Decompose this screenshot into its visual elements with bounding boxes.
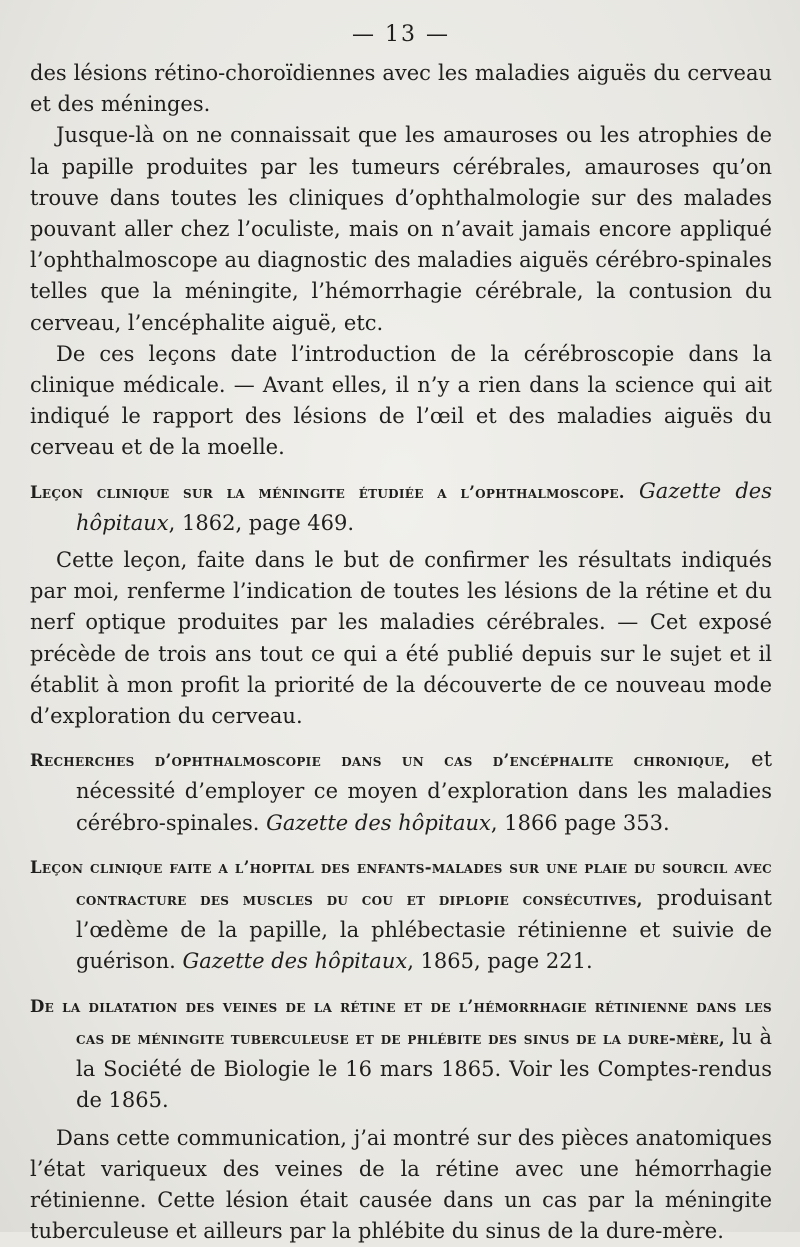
entry-body: lu à la Société de Biologie le 16 mars 1865. Voir les Comptes-rendus de 1865. — [76, 1025, 772, 1112]
paragraph-lecon-summary: Cette leçon, faite dans le but de confirmer les résultats indiqués par moi, renferme l’indication de toutes les lésions de la rétine et du nerf optique produites par les maladies cérébrales. — Cet exposé précède de trois ans tout ce qui a été publié depuis sur le sujet et il établit à mon profit la priorité de la découverte de ce nouveau mode d’exploration du cerveau. — [30, 545, 772, 732]
entry-body: et nécessité d’employer ce moyen d’exploration dans les maladies cérébro-spinales. — [76, 747, 772, 834]
paragraph-communication: Dans cette communication, j’ai montré sur des pièces anatomiques l’état variqueux des veines de la rétine avec une hémorrhagie rétinienne. Cette lésion était causée dans un cas par la méningite tuberculeuse et ailleurs par la phlébite du sinus de la dure-mère. — [30, 1123, 772, 1247]
paragraph-continuation: des lésions rétino-choroïdiennes avec les maladies aiguës du cerveau et des méninges. — [30, 58, 772, 120]
entry-title: Leçon clinique faite a l’hopital des enfants-malades sur une plaie du sourcil avec contracture des muscles du cou et diplopie consécutives, — [30, 858, 772, 909]
bibliography-entry-4 — [30, 990, 772, 1117]
entry-citation: , 1862, page 469. — [169, 511, 354, 535]
entry-citation: , 1865, page 221. — [407, 949, 592, 973]
entry-journal: Gazette des hôpitaux — [76, 479, 772, 535]
entry-journal: Gazette des hôpitaux — [266, 811, 491, 835]
entry-title: Recherches d’ophthalmoscopie dans un cas d’encéphalite chronique, — [30, 751, 730, 770]
entry-title: De la dilatation des veines de la rétine et de l’hémorrhagie rétinienne dans les cas de méningite tuberculeuse et de phlébite des sinus de la dure-mère, — [30, 997, 772, 1048]
paragraph-amauroses: Jusque-là on ne connaissait que les amauroses ou les atrophies de la papille produites par les tumeurs cérébrales, amauroses qu’on trouve dans toutes les cliniques d’ophthalmologie sur des malades pouvant aller chez l’oculiste, mais on n’avait jamais encore appliqué l’ophthalmoscope au diagnostic des maladies aiguës cérébro-spinales telles que la méningite, l’hémorrhagie cérébrale, la contusion du cerveau, l’encéphalite aiguë, etc. — [30, 120, 772, 338]
bibliography-entry-3 — [30, 851, 772, 978]
paragraph-cerebroscopie: De ces leçons date l’introduction de la cérébroscopie dans la clinique médicale. — Avant elles, il n’y a rien dans la science qui ait indiqué le rapport des lésions de l’œil et des maladies aiguës du cerveau et de la moelle. — [30, 339, 772, 464]
entry-citation: , 1866 page 353. — [491, 811, 670, 835]
page-number: — 13 — — [30, 22, 772, 52]
bibliography-entry-1 — [30, 476, 772, 539]
entry-body: produisant l’œdème de la papille, la phlébectasie rétinienne et suivie de guérison. — [76, 886, 772, 973]
entry-journal: Gazette des hôpitaux — [182, 949, 407, 973]
entry-title: Leçon clinique sur la méningite étudiée a l’ophthalmoscope. — [30, 483, 625, 502]
bibliography-entry-2 — [30, 744, 772, 839]
